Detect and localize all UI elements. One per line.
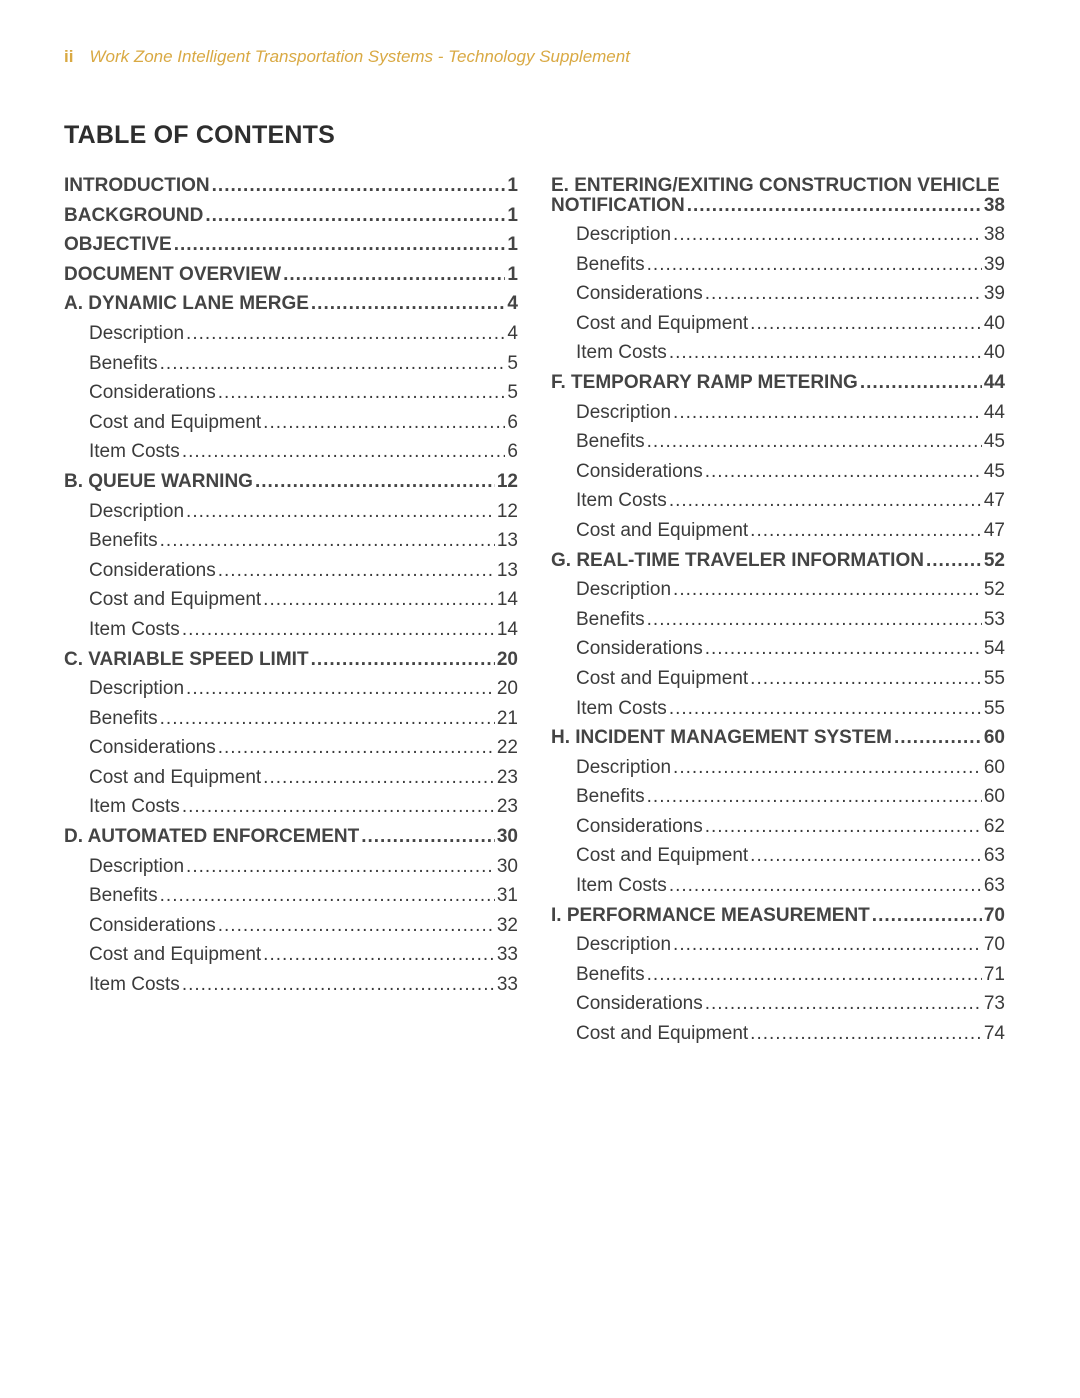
dot-leader	[647, 964, 982, 986]
toc-entry-page: 33	[496, 974, 518, 996]
toc-subsection-entry[interactable]	[64, 796, 518, 826]
toc-entry-label: Description	[576, 401, 672, 423]
toc-entry-label: H. INCIDENT MANAGEMENT SYSTEM	[551, 727, 892, 749]
toc-entry-page: 30	[496, 855, 518, 877]
dot-leader	[311, 293, 506, 315]
toc-right-column	[551, 175, 1005, 1053]
dot-leader	[186, 678, 495, 700]
toc-entry-label: Cost and Equipment	[576, 312, 749, 334]
dot-leader	[750, 520, 982, 542]
toc-entry-label: Considerations	[576, 460, 703, 482]
toc-entry-label: Considerations	[89, 382, 216, 404]
toc-entry-page: 52	[983, 549, 1005, 571]
toc-entry-page: 6	[507, 441, 518, 463]
dot-leader	[255, 471, 495, 493]
toc-left-column	[64, 175, 518, 1004]
toc-entry-label-line1: E. ENTERING/EXITING CONSTRUCTION VEHICLE	[551, 175, 1000, 196]
toc-entry-page: 70	[983, 904, 1005, 926]
toc-subsection-entry[interactable]	[64, 589, 518, 619]
toc-entry-label: Benefits	[89, 352, 158, 374]
toc-entry-page: 4	[507, 322, 518, 344]
toc-entry-label: A. DYNAMIC LANE MERGE	[64, 293, 309, 315]
dot-leader	[160, 530, 495, 552]
toc-entry-page: 13	[496, 559, 518, 581]
toc-right-entries	[551, 224, 1005, 1053]
toc-entry-page: 54	[983, 638, 1005, 660]
toc-entry-label: G. REAL-TIME TRAVELER INFORMATION	[551, 549, 924, 571]
toc-entry-page: 6	[507, 411, 518, 433]
dot-leader	[647, 609, 982, 631]
toc-subsection-entry[interactable]	[551, 490, 1005, 520]
dot-leader	[705, 283, 982, 305]
toc-subsection-entry[interactable]	[551, 313, 1005, 343]
toc-subsection-entry[interactable]	[64, 915, 518, 945]
toc-entry-label: B. QUEUE WARNING	[64, 470, 253, 492]
toc-subsection-entry[interactable]	[551, 668, 1005, 698]
toc-entry-page: 47	[983, 519, 1005, 541]
toc-entry-page: 47	[983, 490, 1005, 512]
toc-subsection-entry[interactable]	[64, 885, 518, 915]
toc-entry-page: 60	[983, 756, 1005, 778]
toc-entry-page: 63	[983, 875, 1005, 897]
toc-subsection-entry[interactable]	[551, 934, 1005, 964]
dot-leader	[673, 757, 982, 779]
toc-entry-page: 73	[983, 993, 1005, 1015]
dot-leader	[673, 934, 982, 956]
toc-entry-label: Benefits	[89, 530, 158, 552]
toc-entry-page: 12	[496, 500, 518, 522]
toc-subsection-entry[interactable]	[64, 382, 518, 412]
toc-subsection-entry[interactable]	[64, 708, 518, 738]
toc-entry-label: I. PERFORMANCE MEASUREMENT	[551, 904, 870, 926]
toc-entry-page: 39	[983, 283, 1005, 305]
toc-subsection-entry[interactable]	[64, 767, 518, 797]
dot-leader	[186, 323, 505, 345]
toc-entry-page: 33	[496, 944, 518, 966]
dot-leader	[705, 993, 982, 1015]
toc-section-entry[interactable]	[551, 727, 1005, 757]
dot-leader	[669, 490, 982, 512]
dot-leader	[182, 796, 495, 818]
toc-entry-label: Cost and Equipment	[576, 667, 749, 689]
dot-leader	[174, 234, 506, 256]
toc-entry-label: Considerations	[89, 737, 216, 759]
dot-leader	[673, 224, 982, 246]
dot-leader	[750, 313, 982, 335]
toc-entry-label: Benefits	[89, 707, 158, 729]
toc-entry-label: Item Costs	[576, 697, 667, 719]
dot-leader	[705, 461, 982, 483]
toc-entry-page: 13	[496, 530, 518, 552]
toc-entry-label: Cost and Equipment	[89, 944, 262, 966]
header-page-number: ii	[64, 47, 74, 66]
toc-entry-page: 23	[496, 796, 518, 818]
dot-leader	[647, 254, 982, 276]
dot-leader	[160, 708, 495, 730]
toc-subsection-entry[interactable]	[551, 254, 1005, 284]
toc-entry-label: Item Costs	[89, 974, 180, 996]
toc-entry-page: 12	[496, 470, 518, 492]
toc-entry-page: 40	[983, 342, 1005, 364]
dot-leader	[705, 816, 982, 838]
toc-subsection-entry[interactable]	[551, 224, 1005, 254]
dot-leader	[687, 195, 982, 217]
toc-entry-page: 1	[507, 175, 518, 196]
toc-entry-label: Item Costs	[576, 490, 667, 512]
toc-entry-label: DOCUMENT OVERVIEW	[64, 263, 282, 285]
dot-leader	[263, 767, 495, 789]
toc-entry-label: Description	[576, 756, 672, 778]
toc-subsection-entry[interactable]	[551, 520, 1005, 550]
toc-entry-page: 23	[496, 766, 518, 788]
toc-subsection-entry[interactable]	[551, 431, 1005, 461]
toc-entry-label-line2: NOTIFICATION	[551, 195, 685, 216]
toc-subsection-entry[interactable]	[551, 609, 1005, 639]
toc-entry-label: Description	[89, 322, 185, 344]
toc-entry-page: 30	[496, 826, 518, 848]
toc-entry-page: 45	[983, 460, 1005, 482]
toc-entry-page: 31	[496, 885, 518, 907]
toc-subsection-entry[interactable]	[64, 530, 518, 560]
toc-entry-label: Benefits	[576, 963, 645, 985]
toc-entry-label: Considerations	[89, 559, 216, 581]
toc-entry-label: Description	[576, 934, 672, 956]
dot-leader	[750, 845, 982, 867]
toc-entry-label: OBJECTIVE	[64, 234, 172, 256]
toc-subsection-entry[interactable]	[551, 579, 1005, 609]
toc-entry-page: 40	[983, 312, 1005, 334]
toc-entry-page: 1	[507, 234, 518, 256]
toc-subsection-entry[interactable]	[64, 974, 518, 1004]
dot-leader	[647, 786, 982, 808]
dot-leader	[894, 727, 982, 749]
toc-subsection-entry[interactable]	[64, 560, 518, 590]
dot-leader	[160, 353, 506, 375]
toc-subsection-entry[interactable]	[551, 757, 1005, 787]
toc-entry-label: Benefits	[576, 253, 645, 275]
dot-leader	[160, 885, 495, 907]
toc-entry-label: Item Costs	[89, 441, 180, 463]
toc-entry-label: Benefits	[576, 786, 645, 808]
toc-entry-label: Benefits	[576, 431, 645, 453]
dot-leader	[669, 698, 982, 720]
toc-section-entry[interactable]	[64, 234, 518, 264]
toc-entry-page: 38	[983, 195, 1005, 216]
running-header	[64, 47, 630, 67]
toc-entry-page: 55	[983, 697, 1005, 719]
toc-entry-page: 4	[507, 293, 518, 315]
toc-subsection-entry[interactable]	[551, 402, 1005, 432]
toc-entry-label: Description	[89, 500, 185, 522]
toc-entry-label: Item Costs	[89, 618, 180, 640]
toc-entry-label: Cost and Equipment	[576, 845, 749, 867]
toc-subsection-entry[interactable]	[64, 501, 518, 531]
toc-entry-label: BACKGROUND	[64, 204, 204, 226]
dot-leader	[263, 412, 505, 434]
toc-entry-label: Cost and Equipment	[89, 766, 262, 788]
toc-subsection-entry[interactable]	[551, 342, 1005, 372]
page-title: TABLE OF CONTENTS	[64, 121, 335, 149]
toc-entry-label: Description	[576, 224, 672, 245]
dot-leader	[218, 737, 495, 759]
toc-subsection-entry[interactable]	[551, 875, 1005, 905]
dot-leader	[361, 826, 495, 848]
dot-leader	[311, 649, 495, 671]
dot-leader	[283, 264, 505, 286]
dot-leader	[263, 944, 495, 966]
dot-leader	[705, 638, 982, 660]
toc-section-entry[interactable]	[64, 649, 518, 679]
toc-entry-label: Item Costs	[89, 796, 180, 818]
toc-entry-label: Considerations	[576, 283, 703, 305]
toc-entry-label: C. VARIABLE SPEED LIMIT	[64, 648, 309, 670]
dot-leader	[186, 856, 495, 878]
toc-section-entry[interactable]	[64, 471, 518, 501]
toc-entry-page: 70	[983, 934, 1005, 956]
toc-subsection-entry[interactable]	[64, 678, 518, 708]
toc-entry-page: 74	[983, 1023, 1005, 1045]
toc-subsection-entry[interactable]	[64, 412, 518, 442]
dot-leader	[205, 205, 505, 227]
dot-leader	[212, 175, 506, 197]
toc-subsection-entry[interactable]	[551, 698, 1005, 728]
toc-entry-page: 38	[983, 224, 1005, 245]
toc-entry-page: 60	[983, 727, 1005, 749]
toc-entry-page: 1	[507, 263, 518, 285]
toc-entry-label: Considerations	[576, 993, 703, 1015]
toc-entry-page: 60	[983, 786, 1005, 808]
dot-leader	[673, 402, 982, 424]
toc-entry-label: Cost and Equipment	[576, 519, 749, 541]
dot-leader	[186, 501, 495, 523]
dot-leader	[263, 589, 495, 611]
toc-entry-label: Item Costs	[576, 875, 667, 897]
dot-leader	[926, 550, 982, 572]
dot-leader	[860, 372, 982, 394]
toc-entry-page: 32	[496, 914, 518, 936]
toc-entry-page: 20	[496, 648, 518, 670]
toc-section-entry[interactable]	[64, 293, 518, 323]
toc-entry-label: F. TEMPORARY RAMP METERING	[551, 371, 858, 393]
dot-leader	[669, 342, 982, 364]
toc-entry-label: Benefits	[576, 608, 645, 630]
toc-entry-page: 14	[496, 589, 518, 611]
toc-subsection-entry[interactable]	[64, 944, 518, 974]
toc-entry-page: 71	[983, 963, 1005, 985]
dot-leader	[750, 1023, 982, 1045]
toc-entry-label: D. AUTOMATED ENFORCEMENT	[64, 826, 360, 848]
toc-section-entry[interactable]	[64, 826, 518, 856]
toc-entry-label: Description	[89, 678, 185, 700]
toc-subsection-entry[interactable]	[551, 283, 1005, 313]
dot-leader	[669, 875, 982, 897]
toc-entry-page: 44	[983, 371, 1005, 393]
toc-entry-page: 44	[983, 401, 1005, 423]
toc-entry-label: Item Costs	[576, 342, 667, 364]
toc-entry-page: 55	[983, 667, 1005, 689]
toc-entry-label: INTRODUCTION	[64, 175, 210, 196]
toc-entry-page: 20	[496, 678, 518, 700]
toc-subsection-entry[interactable]	[551, 816, 1005, 846]
toc-section-entry[interactable]	[64, 264, 518, 294]
toc-entry-page: 1	[507, 204, 518, 226]
toc-entry-label: Description	[89, 855, 185, 877]
toc-subsection-entry[interactable]	[551, 1023, 1005, 1053]
toc-subsection-entry[interactable]	[551, 638, 1005, 668]
toc-entry-page: 14	[496, 618, 518, 640]
toc-section-entry[interactable]	[64, 205, 518, 235]
toc-entry-label: Cost and Equipment	[89, 411, 262, 433]
toc-entry-label: Cost and Equipment	[89, 589, 262, 611]
toc-entry-page: 45	[983, 431, 1005, 453]
toc-subsection-entry[interactable]	[551, 845, 1005, 875]
toc-subsection-entry[interactable]	[64, 441, 518, 471]
toc-subsection-entry[interactable]	[64, 737, 518, 767]
toc-entry-label: Considerations	[89, 914, 216, 936]
toc-section-entry[interactable]	[64, 175, 518, 205]
toc-entry-page: 5	[507, 382, 518, 404]
toc-entry-label: Cost and Equipment	[576, 1023, 749, 1045]
toc-section-entry[interactable]	[551, 905, 1005, 935]
toc-section-entry[interactable]	[551, 550, 1005, 580]
toc-subsection-entry[interactable]	[551, 786, 1005, 816]
dot-leader	[182, 441, 506, 463]
dot-leader	[182, 974, 495, 996]
dot-leader	[872, 905, 982, 927]
toc-entry-page: 22	[496, 737, 518, 759]
toc-entry-page: 5	[507, 352, 518, 374]
toc-section-entry[interactable]	[551, 372, 1005, 402]
toc-subsection-entry[interactable]	[64, 619, 518, 649]
toc-entry-label: Considerations	[576, 638, 703, 660]
toc-subsection-entry[interactable]	[551, 964, 1005, 994]
toc-entry-label: Benefits	[89, 885, 158, 907]
header-running-title: Work Zone Intelligent Transportation Systems - Technology Supplement	[89, 47, 630, 66]
dot-leader	[750, 668, 982, 690]
dot-leader	[182, 619, 495, 641]
toc-subsection-entry[interactable]	[551, 461, 1005, 491]
toc-entry-page: 63	[983, 845, 1005, 867]
toc-entry-page: 39	[983, 253, 1005, 275]
toc-subsection-entry[interactable]	[64, 353, 518, 383]
toc-entry-e-notification[interactable]	[551, 175, 1005, 217]
toc-entry-label: Description	[576, 579, 672, 601]
toc-entry-page: 62	[983, 815, 1005, 837]
dot-leader	[673, 579, 982, 601]
dot-leader	[647, 431, 982, 453]
toc-entry-page: 53	[983, 608, 1005, 630]
toc-entry-page: 52	[983, 579, 1005, 601]
toc-subsection-entry[interactable]	[64, 856, 518, 886]
dot-leader	[218, 915, 495, 937]
toc-subsection-entry[interactable]	[551, 993, 1005, 1023]
dot-leader	[218, 560, 495, 582]
toc-subsection-entry[interactable]	[64, 323, 518, 353]
toc-entry-page: 21	[496, 707, 518, 729]
dot-leader	[218, 382, 506, 404]
toc-entry-label: Considerations	[576, 815, 703, 837]
